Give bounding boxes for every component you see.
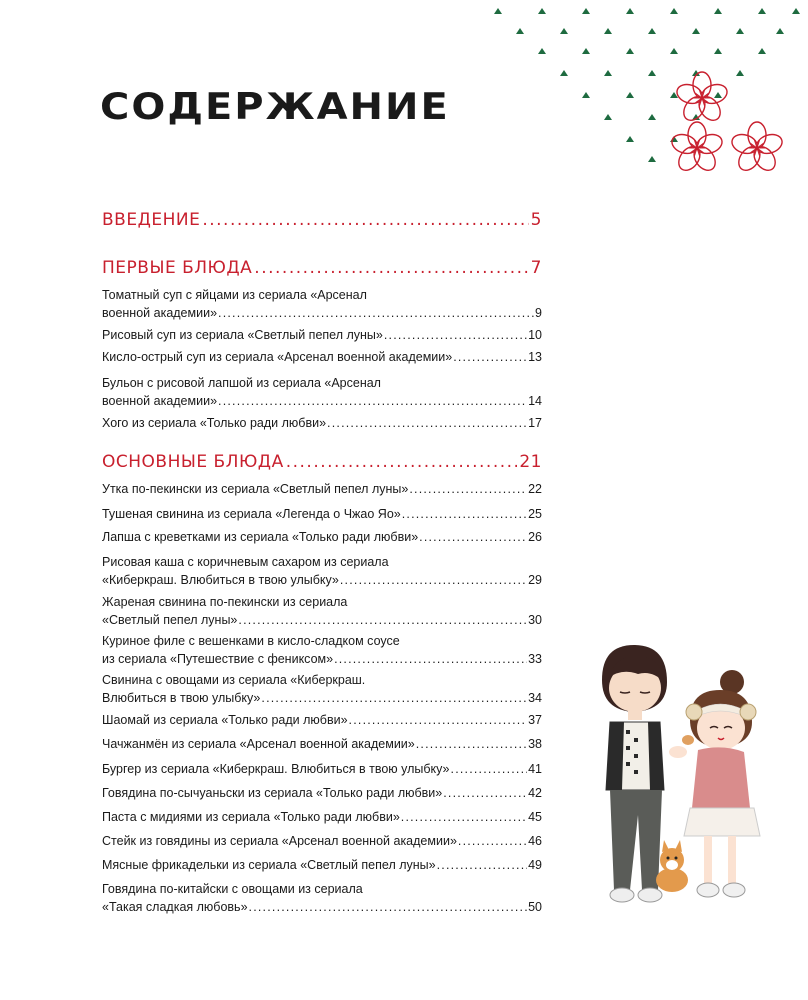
toc-entry-text: военной академии» [102,394,218,408]
toc-entry-page-number: 46 [528,834,542,848]
triangle-mark [670,48,678,54]
toc-entry-page-number: 37 [528,713,542,727]
toc-entry-page-number: 30 [528,613,542,627]
dot-leader [402,505,527,523]
toc-entry-page-number: 33 [528,652,542,666]
toc-entry-text: Свинина с овощами из сериала «Киберкраш. [102,673,366,687]
dot-leader [443,784,527,802]
toc-entry-text: «Киберкраш. Влюбиться в твою улыбку» [102,573,339,587]
toc-entry-page-number: 25 [528,507,542,521]
dot-leader [409,480,527,498]
toc-entry[interactable] [102,505,542,523]
dot-leader [453,348,527,366]
dot-leader [254,258,528,278]
toc-entry-text: Паста с мидиями из сериала «Только ради любви» [102,810,400,824]
triangle-mark [692,28,700,34]
toc-entry-text: из сериала «Путешествие с фениксом» [102,652,334,666]
triangle-mark [626,136,634,142]
toc-entry-text: Рисовый суп из сериала «Светлый пепел луны» [102,328,383,342]
triangle-mark [604,70,612,76]
toc-entry-text: Говядина по-китайски с овощами из сериала [102,882,363,896]
triangle-mark [648,28,656,34]
flower-icon [669,122,724,174]
toc-entry-page-number: 9 [535,306,542,320]
dot-leader [286,452,518,472]
triangle-mark [648,70,656,76]
section-page-number: 7 [530,258,542,278]
toc-entry[interactable] [102,832,542,850]
toc-entry-text: Стейк из говядины из сериала «Арсенал военной академии» [102,834,457,848]
triangle-mark [582,92,590,98]
toc-entry-text: Бургер из сериала «Киберкраш. Влюбиться в твою улыбку» [102,762,450,776]
toc-entry[interactable] [102,760,542,778]
toc-entry[interactable] [102,553,542,589]
toc-entry[interactable] [102,808,542,826]
triangle-mark [626,48,634,54]
toc-entry-page-number: 50 [528,900,542,914]
toc-entry[interactable] [102,735,542,753]
toc-entry-text: «Светлый пепел луны» [102,613,238,627]
toc-entry-page-number: 13 [528,350,542,364]
triangle-mark [560,28,568,34]
toc-entry-text: военной академии» [102,306,218,320]
toc-entry-text: Влюбиться в твою улыбку» [102,691,261,705]
toc-entry[interactable] [102,414,542,432]
toc-entry-page-number: 38 [528,737,542,751]
triangle-mark [582,8,590,14]
section-page-number: 5 [530,210,542,230]
triangle-mark [494,8,502,14]
dot-leader [249,898,528,916]
dot-leader [261,689,527,707]
toc-entry-text: Говядина по-сычуаньски из сериала «Только ради любви» [102,786,443,800]
dot-leader [416,735,527,753]
triangle-mark [582,48,590,54]
section-heading[interactable] [102,210,542,230]
triangle-mark [648,156,656,162]
toc-entry-text: «Такая сладкая любовь» [102,900,248,914]
toc-entry-page-number: 29 [528,573,542,587]
toc-entry-text: Хого из сериала «Только ради любви» [102,416,327,430]
triangle-mark [626,8,634,14]
toc-entry-text: Рисовая каша с коричневым сахаром из сериала [102,555,389,569]
toc-entry[interactable] [102,671,542,707]
triangle-mark [758,8,766,14]
toc-entry-page-number: 49 [528,858,542,872]
toc-entry-text: Чачжанмён из сериала «Арсенал военной академии» [102,737,415,751]
toc-entry[interactable] [102,348,542,366]
toc-entry-text: Кисло-острый суп из сериала «Арсенал военной академии» [102,350,453,364]
dot-leader [451,760,528,778]
toc-entry-text: Бульон с рисовой лапшой из сериала «Арсенал [102,376,381,390]
section-heading-label: ПЕРВЫЕ БЛЮДА [102,258,253,278]
triangle-mark [736,28,744,34]
dog-figure [656,840,688,892]
dot-leader [401,808,527,826]
toc-entry-page-number: 14 [528,394,542,408]
triangle-mark [792,8,800,14]
toc-entry-page-number: 45 [528,810,542,824]
triangle-mark [538,8,546,14]
toc-entry-text: Лапша с креветками из сериала «Только ради любви» [102,530,419,544]
dot-leader [334,650,527,668]
toc-entry[interactable] [102,528,542,546]
toc-entry-page-number: 41 [528,762,542,776]
toc-entry[interactable] [102,326,542,344]
toc-entry-page-number: 34 [528,691,542,705]
toc-entry[interactable] [102,593,542,629]
triangle-mark [776,28,784,34]
triangle-mark [604,28,612,34]
toc-entry-page-number: 26 [528,530,542,544]
toc-entry[interactable] [102,286,542,322]
triangle-mark [516,28,524,34]
section-heading[interactable] [102,258,542,278]
toc-entry-text: Томатный суп с яйцами из сериала «Арсенал [102,288,367,302]
dot-leader [327,414,527,432]
toc-entry-text: Утка по-пекински из сериала «Светлый пепел луны» [102,482,409,496]
dot-leader [218,392,527,410]
section-heading-label: ОСНОВНЫЕ БЛЮДА [102,452,284,472]
page-title: СОДЕРЖАНИЕ [100,86,450,129]
dot-leader [349,711,528,729]
flower-icon [674,72,729,124]
triangle-mark [714,8,722,14]
toc-entry[interactable] [102,632,542,668]
flower-icon [729,122,784,174]
girl-figure [684,670,760,897]
triangle-mark [670,8,678,14]
dot-leader [458,832,527,850]
dot-leader [437,856,528,874]
toc-entry-page-number: 17 [528,416,542,430]
section-page-number: 21 [519,452,542,472]
dot-leader [218,304,534,322]
boy-figure [602,645,667,902]
section-heading-label: ВВЕДЕНИЕ [102,210,201,230]
triangle-mark [714,48,722,54]
toc-entry-text: Шаомай из сериала «Только ради любви» [102,713,348,727]
triangle-mark [604,114,612,120]
dot-leader [202,210,528,230]
toc-entry-text: Куриное филе с вешенками в кисло-сладком соусе [102,634,400,648]
flower-decoration [662,70,792,180]
section-heading[interactable] [102,452,542,472]
dot-leader [419,528,527,546]
toc-entry[interactable] [102,374,542,410]
toc-entry-text: Тушеная свинина из сериала «Легенда о Чжао Яо» [102,507,401,521]
triangle-mark [758,48,766,54]
dot-leader [238,611,527,629]
toc-entry-text: Жареная свинина по-пекински из сериала [102,595,348,609]
dot-leader [384,326,527,344]
triangle-mark [538,48,546,54]
toc-entry-page-number: 10 [528,328,542,342]
triangle-mark [648,114,656,120]
dot-leader [340,571,527,589]
toc-entry-page-number: 22 [528,482,542,496]
toc-entry-text: Мясные фрикадельки из сериала «Светлый пепел луны» [102,858,436,872]
toc-entry[interactable] [102,711,542,729]
toc-entry[interactable] [102,880,542,916]
characters-illustration [572,640,772,920]
toc-entry-page-number: 42 [528,786,542,800]
triangle-mark [626,92,634,98]
toc-entry[interactable] [102,784,542,802]
triangle-mark [560,70,568,76]
toc-entry[interactable] [102,480,542,498]
toc-entry[interactable] [102,856,542,874]
